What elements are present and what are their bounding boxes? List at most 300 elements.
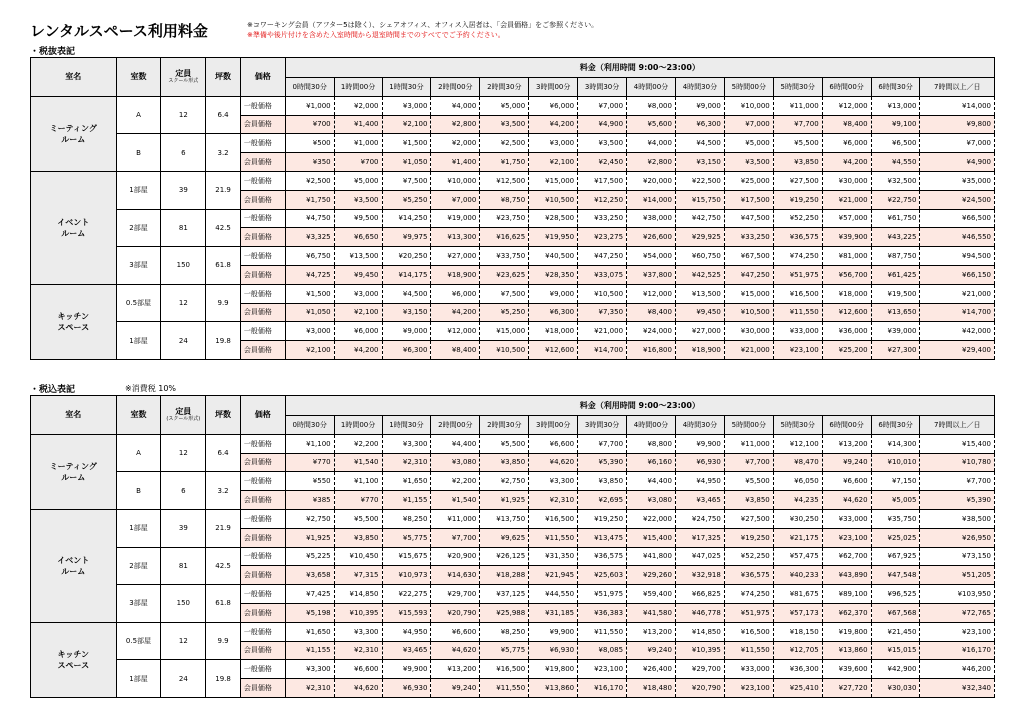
duration-header: 6時間00分 bbox=[822, 416, 871, 435]
price-cell: ¥7,315 bbox=[334, 566, 382, 585]
price-cell: ¥21,000 bbox=[822, 190, 871, 209]
room-group-name: キッチン スペース bbox=[31, 284, 117, 359]
price-cell: ¥42,750 bbox=[675, 209, 724, 228]
price-cell: ¥2,200 bbox=[431, 472, 480, 491]
room-label: 2部屋 bbox=[116, 547, 161, 585]
price-cell: ¥36,575 bbox=[578, 547, 627, 566]
price-cell: ¥8,750 bbox=[480, 190, 529, 209]
price-cell: ¥4,500 bbox=[382, 284, 431, 303]
price-cell: ¥17,500 bbox=[724, 190, 773, 209]
price-cell: ¥7,700 bbox=[724, 453, 773, 472]
price-cell: ¥6,600 bbox=[431, 622, 480, 641]
capacity-header-label: 定員 bbox=[175, 407, 192, 417]
price-cell: ¥3,000 bbox=[285, 322, 334, 341]
general-price-row bbox=[31, 134, 995, 153]
reservation-note: ※準備や後片付けを含めた入室時間から退室時間までのすべてでご予約ください。 bbox=[247, 31, 505, 39]
price-cell: ¥13,300 bbox=[431, 228, 480, 247]
capacity-header-label: 定員 bbox=[175, 69, 192, 79]
price-cell: ¥44,550 bbox=[529, 585, 578, 604]
duration-header: 2時間30分 bbox=[480, 416, 529, 435]
price-cell: ¥10,010 bbox=[871, 453, 920, 472]
price-cell: ¥27,300 bbox=[871, 341, 920, 360]
price-cell: ¥700 bbox=[285, 115, 334, 134]
price-cell: ¥8,250 bbox=[382, 509, 431, 528]
room-label: 1部屋 bbox=[116, 660, 161, 698]
price-type-label: 会員価格 bbox=[240, 491, 285, 510]
price-cell: ¥25,200 bbox=[822, 341, 871, 360]
price-cell: ¥21,450 bbox=[871, 622, 920, 641]
price-cell: ¥57,173 bbox=[773, 603, 822, 622]
price-type-label: 会員価格 bbox=[240, 603, 285, 622]
general-price-row bbox=[31, 472, 995, 491]
duration-header: 4時間30分 bbox=[675, 78, 724, 97]
price-cell: ¥52,250 bbox=[773, 209, 822, 228]
price-cell: ¥52,250 bbox=[724, 547, 773, 566]
price-cell: ¥13,750 bbox=[480, 509, 529, 528]
price-cell: ¥27,500 bbox=[773, 171, 822, 190]
price-cell: ¥1,050 bbox=[285, 303, 334, 322]
room-label: 2部屋 bbox=[116, 209, 161, 247]
room-tsubo: 21.9 bbox=[206, 171, 241, 209]
price-cell: ¥30,030 bbox=[871, 679, 920, 698]
price-cell: ¥1,050 bbox=[382, 153, 431, 172]
price-cell: ¥1,500 bbox=[382, 134, 431, 153]
price-cell: ¥15,593 bbox=[382, 603, 431, 622]
price-cell: ¥25,410 bbox=[773, 679, 822, 698]
room-capacity: 39 bbox=[161, 509, 206, 547]
price-type-label: 一般価格 bbox=[240, 547, 285, 566]
price-cell: ¥25,000 bbox=[724, 171, 773, 190]
room-count-header: 室数 bbox=[116, 396, 161, 435]
price-cell: ¥9,900 bbox=[382, 660, 431, 679]
general-price-row bbox=[31, 434, 995, 453]
price-cell: ¥700 bbox=[334, 153, 382, 172]
price-cell: ¥39,600 bbox=[822, 660, 871, 679]
price-cell: ¥13,500 bbox=[334, 247, 382, 266]
price-cell: ¥3,300 bbox=[382, 434, 431, 453]
price-cell: ¥11,000 bbox=[773, 96, 822, 115]
price-cell: ¥33,075 bbox=[578, 265, 627, 284]
price-cell: ¥2,310 bbox=[334, 641, 382, 660]
price-cell: ¥7,700 bbox=[920, 472, 995, 491]
price-cell: ¥1,750 bbox=[285, 190, 334, 209]
price-cell: ¥2,750 bbox=[480, 472, 529, 491]
section-label-tax-excluded: ・税抜表記 bbox=[30, 47, 76, 57]
price-cell: ¥4,000 bbox=[627, 134, 676, 153]
price-cell: ¥42,900 bbox=[871, 660, 920, 679]
price-cell: ¥5,198 bbox=[285, 603, 334, 622]
price-cell: ¥2,500 bbox=[480, 134, 529, 153]
price-cell: ¥26,600 bbox=[627, 228, 676, 247]
price-cell: ¥4,200 bbox=[431, 303, 480, 322]
price-cell: ¥41,800 bbox=[627, 547, 676, 566]
duration-header: 1時間00分 bbox=[334, 416, 382, 435]
price-type-label: 一般価格 bbox=[240, 134, 285, 153]
price-cell: ¥32,500 bbox=[871, 171, 920, 190]
price-cell: ¥33,000 bbox=[724, 660, 773, 679]
price-cell: ¥12,600 bbox=[822, 303, 871, 322]
duration-header: 3時間00分 bbox=[529, 78, 578, 97]
duration-header: 6時間30分 bbox=[871, 78, 920, 97]
price-cell: ¥5,600 bbox=[627, 115, 676, 134]
price-cell: ¥43,225 bbox=[871, 228, 920, 247]
price-cell: ¥9,000 bbox=[382, 322, 431, 341]
price-cell: ¥9,450 bbox=[675, 303, 724, 322]
price-cell: ¥7,000 bbox=[578, 96, 627, 115]
price-cell: ¥42,000 bbox=[920, 322, 995, 341]
price-type-label: 会員価格 bbox=[240, 341, 285, 360]
price-cell: ¥8,400 bbox=[431, 341, 480, 360]
price-cell: ¥7,425 bbox=[285, 585, 334, 604]
price-cell: ¥3,500 bbox=[724, 153, 773, 172]
price-cell: ¥28,500 bbox=[529, 209, 578, 228]
price-cell: ¥10,450 bbox=[334, 547, 382, 566]
room-tsubo: 9.9 bbox=[206, 622, 241, 660]
price-type-label: 一般価格 bbox=[240, 434, 285, 453]
price-cell: ¥4,200 bbox=[822, 153, 871, 172]
price-cell: ¥14,850 bbox=[334, 585, 382, 604]
room-name-header: 室名 bbox=[31, 58, 117, 97]
price-cell: ¥37,800 bbox=[627, 265, 676, 284]
price-cell: ¥2,500 bbox=[285, 171, 334, 190]
duration-header: 0時間30分 bbox=[285, 78, 334, 97]
price-cell: ¥10,000 bbox=[431, 171, 480, 190]
price-cell: ¥5,000 bbox=[334, 171, 382, 190]
price-cell: ¥23,100 bbox=[578, 660, 627, 679]
price-cell: ¥6,000 bbox=[431, 284, 480, 303]
price-cell: ¥46,778 bbox=[675, 603, 724, 622]
price-cell: ¥33,750 bbox=[480, 247, 529, 266]
price-cell: ¥16,625 bbox=[480, 228, 529, 247]
price-cell: ¥12,000 bbox=[431, 322, 480, 341]
price-cell: ¥8,085 bbox=[578, 641, 627, 660]
price-cell: ¥9,240 bbox=[822, 453, 871, 472]
price-cell: ¥9,975 bbox=[382, 228, 431, 247]
price-cell: ¥66,825 bbox=[675, 585, 724, 604]
price-cell: ¥2,800 bbox=[431, 115, 480, 134]
price-cell: ¥5,250 bbox=[480, 303, 529, 322]
price-cell: ¥5,500 bbox=[334, 509, 382, 528]
price-cell: ¥13,475 bbox=[578, 528, 627, 547]
room-label: A bbox=[116, 434, 161, 472]
price-cell: ¥16,170 bbox=[920, 641, 995, 660]
price-cell: ¥87,750 bbox=[871, 247, 920, 266]
price-cell: ¥500 bbox=[285, 134, 334, 153]
price-cell: ¥3,000 bbox=[529, 134, 578, 153]
price-cell: ¥11,000 bbox=[724, 434, 773, 453]
price-cell: ¥3,465 bbox=[382, 641, 431, 660]
price-cell: ¥32,918 bbox=[675, 566, 724, 585]
price-cell: ¥14,250 bbox=[382, 209, 431, 228]
price-cell: ¥57,475 bbox=[773, 547, 822, 566]
header-row bbox=[31, 396, 995, 416]
price-cell: ¥29,700 bbox=[431, 585, 480, 604]
price-cell: ¥16,500 bbox=[480, 660, 529, 679]
price-cell: ¥4,620 bbox=[431, 641, 480, 660]
price-cell: ¥30,250 bbox=[773, 509, 822, 528]
price-cell: ¥4,500 bbox=[675, 134, 724, 153]
price-cell: ¥26,400 bbox=[627, 660, 676, 679]
price-cell: ¥14,700 bbox=[578, 341, 627, 360]
price-cell: ¥41,580 bbox=[627, 603, 676, 622]
price-cell: ¥2,310 bbox=[382, 453, 431, 472]
price-cell: ¥350 bbox=[285, 153, 334, 172]
price-cell: ¥74,250 bbox=[773, 247, 822, 266]
price-table-tax-included bbox=[30, 395, 995, 698]
price-cell: ¥36,575 bbox=[773, 228, 822, 247]
price-cell: ¥30,000 bbox=[822, 171, 871, 190]
price-cell: ¥22,750 bbox=[871, 190, 920, 209]
room-label: 1部屋 bbox=[116, 171, 161, 209]
price-cell: ¥13,000 bbox=[871, 96, 920, 115]
price-cell: ¥66,150 bbox=[920, 265, 995, 284]
price-cell: ¥1,650 bbox=[382, 472, 431, 491]
room-capacity: 12 bbox=[161, 434, 206, 472]
price-cell: ¥4,235 bbox=[773, 491, 822, 510]
price-cell: ¥13,650 bbox=[871, 303, 920, 322]
price-cell: ¥42,525 bbox=[675, 265, 724, 284]
price-cell: ¥23,100 bbox=[773, 341, 822, 360]
duration-header: 4時間30分 bbox=[675, 416, 724, 435]
price-cell: ¥770 bbox=[285, 453, 334, 472]
price-cell: ¥7,700 bbox=[773, 115, 822, 134]
price-cell: ¥39,000 bbox=[871, 322, 920, 341]
price-cell: ¥47,500 bbox=[724, 209, 773, 228]
price-cell: ¥18,150 bbox=[773, 622, 822, 641]
duration-header: 1時間30分 bbox=[382, 416, 431, 435]
price-cell: ¥14,300 bbox=[871, 434, 920, 453]
price-cell: ¥9,500 bbox=[334, 209, 382, 228]
price-cell: ¥27,500 bbox=[724, 509, 773, 528]
section-label-tax-included: ・税込表記 bbox=[30, 385, 76, 395]
price-cell: ¥2,000 bbox=[334, 96, 382, 115]
general-price-row bbox=[31, 622, 995, 641]
price-cell: ¥18,000 bbox=[529, 322, 578, 341]
price-cell: ¥5,500 bbox=[724, 472, 773, 491]
price-cell: ¥1,925 bbox=[480, 491, 529, 510]
price-cell: ¥14,000 bbox=[920, 96, 995, 115]
price-cell: ¥3,150 bbox=[675, 153, 724, 172]
price-cell: ¥60,750 bbox=[675, 247, 724, 266]
room-group-name: ミーティング ルーム bbox=[31, 434, 117, 509]
price-cell: ¥3,500 bbox=[334, 190, 382, 209]
price-cell: ¥4,900 bbox=[578, 115, 627, 134]
price-type-label: 会員価格 bbox=[240, 153, 285, 172]
price-cell: ¥6,930 bbox=[382, 679, 431, 698]
price-cell: ¥10,780 bbox=[920, 453, 995, 472]
price-cell: ¥6,600 bbox=[822, 472, 871, 491]
price-cell: ¥3,658 bbox=[285, 566, 334, 585]
price-cell: ¥15,015 bbox=[871, 641, 920, 660]
price-cell: ¥19,250 bbox=[578, 509, 627, 528]
price-cell: ¥18,288 bbox=[480, 566, 529, 585]
price-type-label: 一般価格 bbox=[240, 622, 285, 641]
price-cell: ¥10,973 bbox=[382, 566, 431, 585]
price-cell: ¥5,250 bbox=[382, 190, 431, 209]
price-cell: ¥4,620 bbox=[334, 679, 382, 698]
price-cell: ¥16,500 bbox=[773, 284, 822, 303]
price-cell: ¥6,750 bbox=[285, 247, 334, 266]
price-cell: ¥1,400 bbox=[431, 153, 480, 172]
price-cell: ¥4,950 bbox=[382, 622, 431, 641]
page-title: レンタルスペース利用料金 bbox=[30, 22, 208, 40]
duration-header: 2時間00分 bbox=[431, 416, 480, 435]
price-cell: ¥19,800 bbox=[529, 660, 578, 679]
price-cell: ¥11,550 bbox=[529, 528, 578, 547]
price-cell: ¥2,800 bbox=[627, 153, 676, 172]
room-tsubo: 42.5 bbox=[206, 547, 241, 585]
price-cell: ¥3,850 bbox=[334, 528, 382, 547]
price-cell: ¥7,700 bbox=[578, 434, 627, 453]
price-cell: ¥3,080 bbox=[431, 453, 480, 472]
price-cell: ¥1,500 bbox=[285, 284, 334, 303]
price-cell: ¥1,155 bbox=[285, 641, 334, 660]
price-cell: ¥2,450 bbox=[578, 153, 627, 172]
price-cell: ¥14,175 bbox=[382, 265, 431, 284]
price-cell: ¥19,250 bbox=[724, 528, 773, 547]
price-cell: ¥22,000 bbox=[627, 509, 676, 528]
price-cell: ¥24,500 bbox=[920, 190, 995, 209]
price-cell: ¥2,100 bbox=[285, 341, 334, 360]
price-cell: ¥7,150 bbox=[871, 472, 920, 491]
duration-header: 3時間30分 bbox=[578, 416, 627, 435]
price-cell: ¥9,240 bbox=[431, 679, 480, 698]
price-cell: ¥7,500 bbox=[382, 171, 431, 190]
price-cell: ¥4,200 bbox=[529, 115, 578, 134]
room-group-name: ミーティング ルーム bbox=[31, 96, 117, 171]
price-cell: ¥14,630 bbox=[431, 566, 480, 585]
price-cell: ¥8,800 bbox=[627, 434, 676, 453]
price-cell: ¥3,465 bbox=[675, 491, 724, 510]
price-cell: ¥51,975 bbox=[724, 603, 773, 622]
price-cell: ¥23,750 bbox=[480, 209, 529, 228]
price-cell: ¥96,525 bbox=[871, 585, 920, 604]
price-type-label: 一般価格 bbox=[240, 96, 285, 115]
price-cell: ¥16,170 bbox=[578, 679, 627, 698]
price-cell: ¥1,000 bbox=[285, 96, 334, 115]
price-cell: ¥5,500 bbox=[480, 434, 529, 453]
price-cell: ¥62,700 bbox=[822, 547, 871, 566]
price-cell: ¥385 bbox=[285, 491, 334, 510]
price-cell: ¥46,550 bbox=[920, 228, 995, 247]
duration-header: 7時間以上／日 bbox=[920, 78, 995, 97]
price-type-label: 会員価格 bbox=[240, 228, 285, 247]
price-cell: ¥9,800 bbox=[920, 115, 995, 134]
price-cell: ¥15,000 bbox=[480, 322, 529, 341]
price-cell: ¥3,325 bbox=[285, 228, 334, 247]
room-label: 3部屋 bbox=[116, 585, 161, 623]
price-cell: ¥14,000 bbox=[627, 190, 676, 209]
price-cell: ¥9,900 bbox=[529, 622, 578, 641]
price-cell: ¥12,000 bbox=[627, 284, 676, 303]
capacity-header-sub: スクール形式 bbox=[168, 78, 199, 85]
price-cell: ¥33,000 bbox=[822, 509, 871, 528]
price-cell: ¥20,000 bbox=[627, 171, 676, 190]
price-cell: ¥5,000 bbox=[724, 134, 773, 153]
price-cell: ¥7,350 bbox=[578, 303, 627, 322]
price-cell: ¥12,600 bbox=[529, 341, 578, 360]
price-cell: ¥13,500 bbox=[675, 284, 724, 303]
price-cell: ¥2,750 bbox=[285, 509, 334, 528]
price-cell: ¥2,100 bbox=[529, 153, 578, 172]
price-cell: ¥74,250 bbox=[724, 585, 773, 604]
price-cell: ¥4,200 bbox=[334, 341, 382, 360]
price-cell: ¥59,400 bbox=[627, 585, 676, 604]
price-cell: ¥33,250 bbox=[578, 209, 627, 228]
price-cell: ¥1,155 bbox=[382, 491, 431, 510]
duration-header: 4時間00分 bbox=[627, 78, 676, 97]
price-cell: ¥3,300 bbox=[285, 660, 334, 679]
price-cell: ¥30,000 bbox=[724, 322, 773, 341]
consumption-tax-note: ※消費税 10% bbox=[125, 384, 177, 393]
duration-header: 2時間30分 bbox=[480, 78, 529, 97]
price-cell: ¥61,425 bbox=[871, 265, 920, 284]
price-cell: ¥12,705 bbox=[773, 641, 822, 660]
price-cell: ¥67,925 bbox=[871, 547, 920, 566]
price-cell: ¥15,675 bbox=[382, 547, 431, 566]
price-cell: ¥43,890 bbox=[822, 566, 871, 585]
general-price-row bbox=[31, 247, 995, 266]
room-label: 1部屋 bbox=[116, 322, 161, 360]
price-cell: ¥13,200 bbox=[431, 660, 480, 679]
price-cell: ¥23,100 bbox=[724, 679, 773, 698]
room-tsubo: 9.9 bbox=[206, 284, 241, 322]
price-type-label: 一般価格 bbox=[240, 660, 285, 679]
price-cell: ¥6,300 bbox=[382, 341, 431, 360]
fee-header: 料金（利用時間 9:00～23:00） bbox=[285, 58, 994, 78]
price-cell: ¥13,200 bbox=[822, 434, 871, 453]
price-cell: ¥31,350 bbox=[529, 547, 578, 566]
price-cell: ¥27,000 bbox=[431, 247, 480, 266]
price-cell: ¥19,500 bbox=[871, 284, 920, 303]
price-cell: ¥13,860 bbox=[822, 641, 871, 660]
capacity-header-sub: (スクール形式) bbox=[166, 416, 201, 423]
price-cell: ¥6,300 bbox=[675, 115, 724, 134]
price-cell: ¥12,500 bbox=[480, 171, 529, 190]
price-cell: ¥29,925 bbox=[675, 228, 724, 247]
price-cell: ¥4,000 bbox=[431, 96, 480, 115]
price-cell: ¥9,900 bbox=[675, 434, 724, 453]
price-cell: ¥20,790 bbox=[431, 603, 480, 622]
price-type-label: 一般価格 bbox=[240, 472, 285, 491]
price-cell: ¥33,000 bbox=[773, 322, 822, 341]
room-capacity: 150 bbox=[161, 247, 206, 285]
duration-header: 5時間30分 bbox=[773, 78, 822, 97]
price-cell: ¥9,000 bbox=[529, 284, 578, 303]
price-cell: ¥1,540 bbox=[431, 491, 480, 510]
room-label: B bbox=[116, 134, 161, 172]
price-cell: ¥89,100 bbox=[822, 585, 871, 604]
price-cell: ¥10,500 bbox=[529, 190, 578, 209]
price-cell: ¥4,725 bbox=[285, 265, 334, 284]
price-cell: ¥8,250 bbox=[480, 622, 529, 641]
room-capacity: 6 bbox=[161, 134, 206, 172]
price-cell: ¥10,395 bbox=[675, 641, 724, 660]
price-cell: ¥9,450 bbox=[334, 265, 382, 284]
price-cell: ¥25,025 bbox=[871, 528, 920, 547]
room-capacity: 12 bbox=[161, 96, 206, 134]
price-type-label: 会員価格 bbox=[240, 679, 285, 698]
price-cell: ¥6,650 bbox=[334, 228, 382, 247]
price-cell: ¥72,765 bbox=[920, 603, 995, 622]
price-cell: ¥6,000 bbox=[334, 322, 382, 341]
price-type-label: 会員価格 bbox=[240, 453, 285, 472]
price-cell: ¥81,000 bbox=[822, 247, 871, 266]
price-cell: ¥11,550 bbox=[578, 622, 627, 641]
price-cell: ¥3,000 bbox=[334, 284, 382, 303]
duration-header: 1時間30分 bbox=[382, 78, 431, 97]
price-cell: ¥20,900 bbox=[431, 547, 480, 566]
